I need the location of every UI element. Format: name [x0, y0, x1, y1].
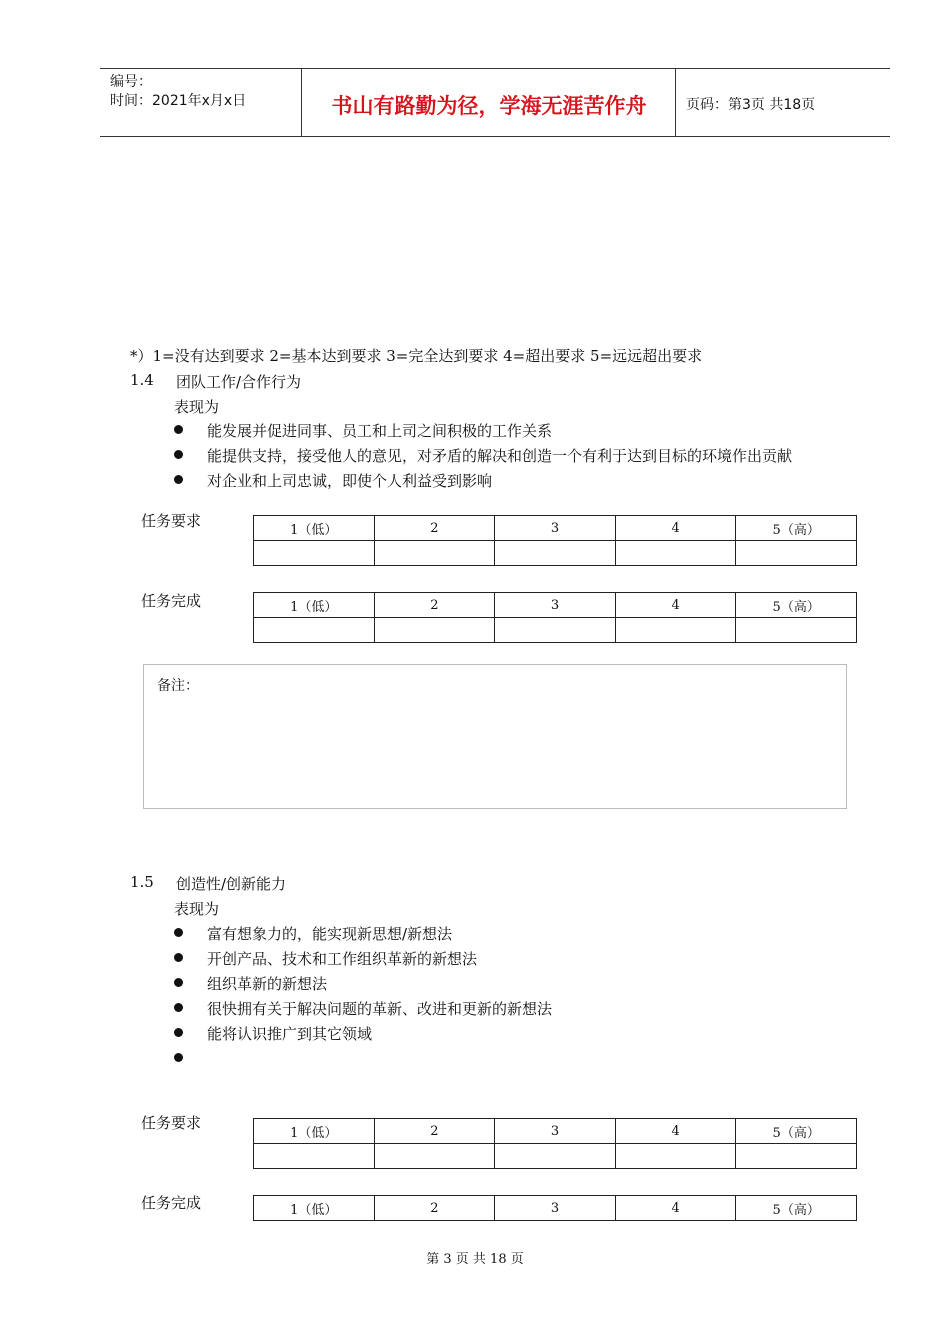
rating-entry-cell[interactable]	[254, 541, 375, 566]
bullet-icon	[174, 978, 183, 987]
scale-cell: 4	[615, 516, 736, 541]
scale-cell: 2	[374, 1196, 495, 1221]
bullet-icon	[174, 450, 183, 459]
rating-entry-cell[interactable]	[736, 541, 857, 566]
scale-cell: 5（高）	[736, 1196, 857, 1221]
task-completed-label: 任务完成	[141, 592, 202, 610]
section-1-4-number: 1.4	[130, 371, 154, 389]
header-divider-right	[675, 69, 676, 136]
table-header-row	[254, 516, 857, 541]
page-footer: 第 3 页 共 18 页	[426, 1252, 524, 1267]
scale-cell: 1（低）	[254, 593, 375, 618]
section-1-5-intro: 表现为	[174, 900, 220, 918]
scale-cell: 1（低）	[254, 1119, 375, 1144]
task-required-table	[253, 515, 857, 566]
bullet-icon	[174, 425, 183, 434]
bullet-icon	[174, 953, 183, 962]
rating-entry-cell[interactable]	[254, 618, 375, 643]
table-row	[254, 541, 857, 566]
bullet-icon	[174, 1053, 183, 1062]
header-bottom-rule	[100, 136, 890, 137]
section-1-4-intro: 表现为	[174, 398, 220, 416]
scale-cell: 3	[495, 1196, 616, 1221]
scale-cell: 2	[374, 516, 495, 541]
scale-cell: 5（高）	[736, 1119, 857, 1144]
remarks-box[interactable]	[143, 664, 847, 809]
table-header-row	[254, 1119, 857, 1144]
scale-cell: 3	[495, 593, 616, 618]
table-header-row	[254, 1196, 857, 1221]
section-1-5-number: 1.5	[130, 873, 154, 891]
bullet-icon	[174, 1003, 183, 1012]
scale-cell: 1（低）	[254, 1196, 375, 1221]
header-code-label: 编号：	[110, 74, 152, 90]
header-top-rule	[100, 68, 890, 69]
rating-entry-cell[interactable]	[736, 618, 857, 643]
scale-cell: 5（高）	[736, 593, 857, 618]
bullet-icon	[174, 1028, 183, 1037]
rating-entry-cell[interactable]	[495, 541, 616, 566]
rating-entry-cell[interactable]	[254, 1144, 375, 1169]
table-row	[254, 1144, 857, 1169]
rating-entry-cell[interactable]	[374, 1144, 495, 1169]
bullet-icon	[174, 928, 183, 937]
scale-cell: 2	[374, 593, 495, 618]
task-completed-label: 任务完成	[141, 1194, 202, 1212]
bullet-icon	[174, 475, 183, 484]
scale-cell: 5（高）	[736, 516, 857, 541]
scale-cell: 4	[615, 593, 736, 618]
rating-entry-cell[interactable]	[374, 541, 495, 566]
scale-cell: 2	[374, 1119, 495, 1144]
table-row	[254, 618, 857, 643]
section-1-4-title: 团队工作/合作行为	[176, 373, 302, 391]
scale-cell: 4	[615, 1196, 736, 1221]
rating-entry-cell[interactable]	[615, 1144, 736, 1169]
scale-cell: 3	[495, 1119, 616, 1144]
header-divider-left	[301, 69, 302, 136]
task-completed-table	[253, 1195, 857, 1221]
header-motto: 书山有路勤为径，学海无涯苦作舟	[331, 94, 647, 118]
rating-entry-cell[interactable]	[495, 1144, 616, 1169]
rating-entry-cell[interactable]	[495, 618, 616, 643]
remarks-label: 备注：	[157, 678, 199, 694]
task-required-label: 任务要求	[141, 512, 202, 530]
scale-cell: 1（低）	[254, 516, 375, 541]
task-required-label: 任务要求	[141, 1114, 202, 1132]
rating-entry-cell[interactable]	[736, 1144, 857, 1169]
rating-legend: *）1=没有达到要求 2=基本达到要求 3=完全达到要求 4=超出要求 5=远远超出要求	[130, 347, 703, 365]
task-completed-table	[253, 592, 857, 643]
header-page-code: 页码：第3页 共18页	[686, 97, 816, 113]
rating-entry-cell[interactable]	[615, 541, 736, 566]
rating-entry-cell[interactable]	[615, 618, 736, 643]
scale-cell: 4	[615, 1119, 736, 1144]
scale-cell: 3	[495, 516, 616, 541]
rating-entry-cell[interactable]	[374, 618, 495, 643]
table-header-row	[254, 593, 857, 618]
task-required-table	[253, 1118, 857, 1169]
section-1-5-title: 创造性/创新能力	[176, 875, 287, 893]
header-time-label: 时间：2021年x月x日	[110, 93, 247, 109]
